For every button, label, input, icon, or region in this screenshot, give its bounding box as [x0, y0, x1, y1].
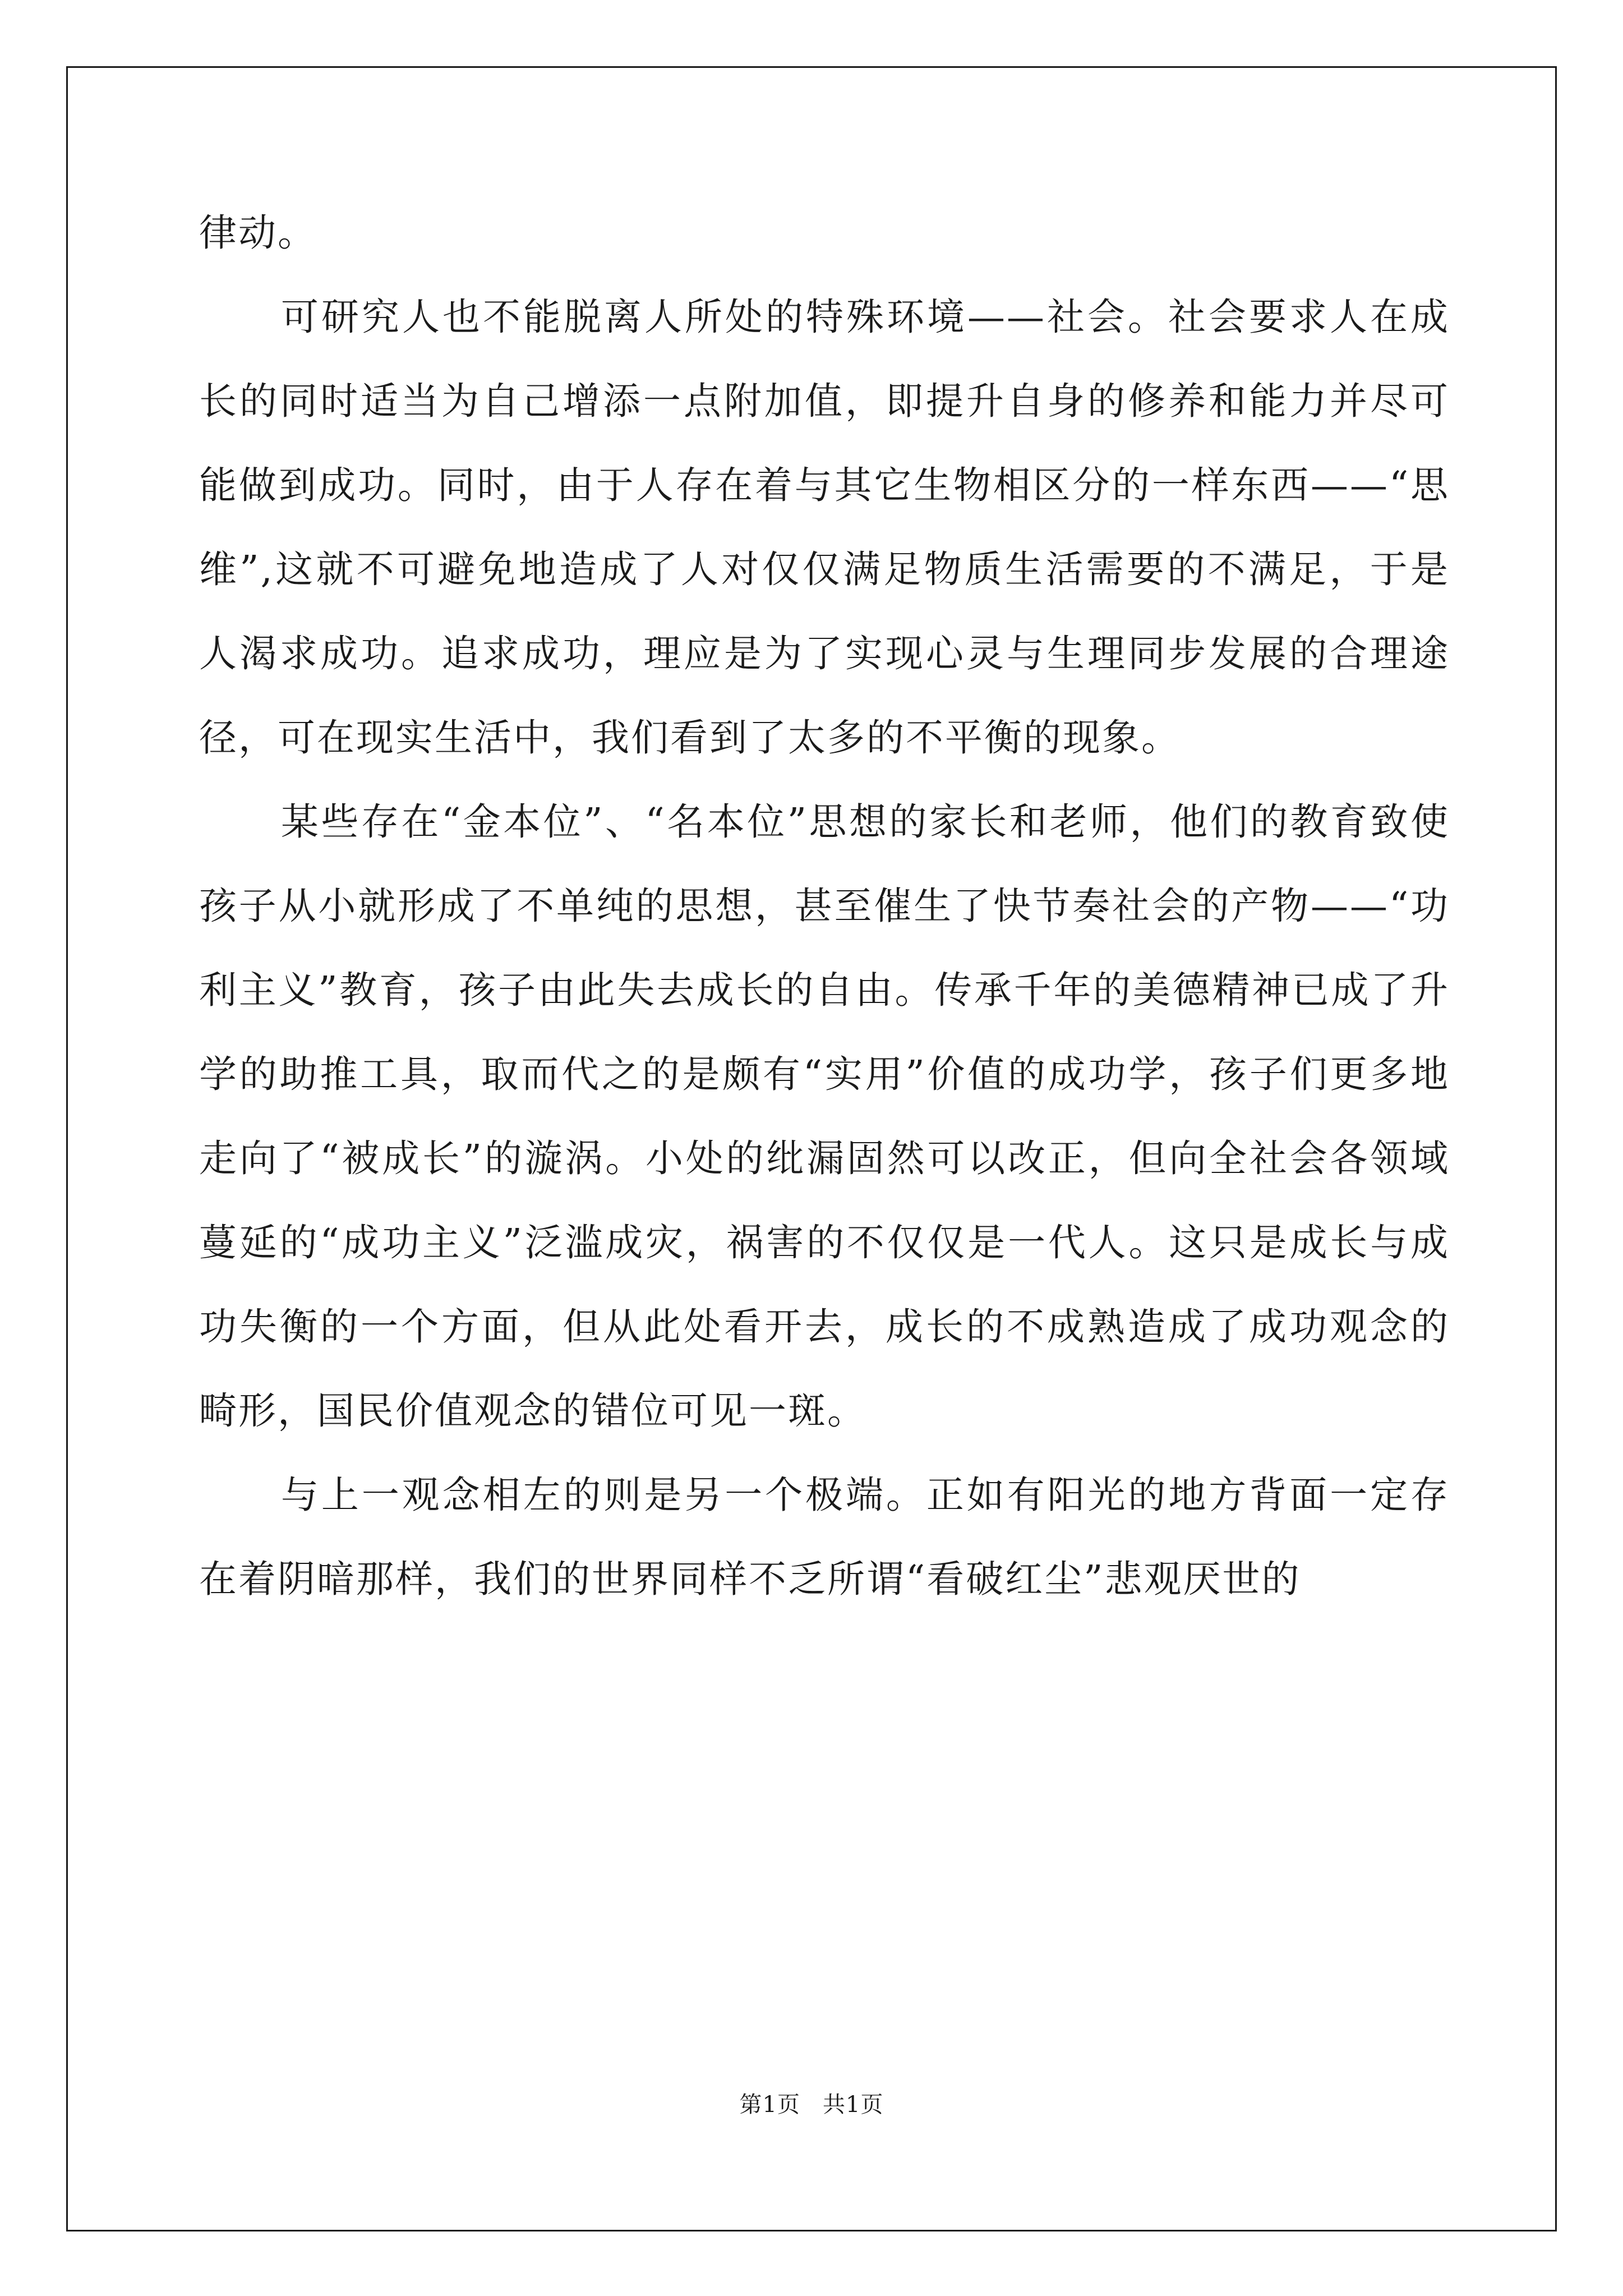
paragraph: 某些存在“金本位”、“名本位”思想的家长和老师，他们的教育致使孩子从小就形成了不单纯的思想，甚至催生了快节奏社会的产物——“功利主义”教育，孩子由此失去成长的自由。传承千年的美德精神已成了升学的助推工具，取而代之的是颇有“实用”价值的成功学，孩子们更多地走向了“被成长”的漩涡。小处的纰漏固然可以改正，但向全社会各领域蔓延的“成功主义”泛滥成灾，祸害的不仅仅是一代人。这只是成长与成功失衡的一个方面，但从此处看开去，成长的不成熟造成了成功观念的畸形，国民价值观念的错位可见一斑。 [199, 800, 1450, 1433]
page-footer [0, 2087, 1623, 2119]
document-body [199, 191, 1450, 1621]
paragraph: 可研究人也不能脱离人所处的特殊环境——社会。社会要求人在成长的同时适当为自己增添一点附加值，即提升自身的修养和能力并尽可能做到成功。同时，由于人存在着与其它生物相区分的一样东西——“思维”,这就不可避免地造成了人对仅仅满足物质生活需要的不满足，于是人渴求成功。追求成功，理应是为了实现心灵与生理同步发展的合理途径，可在现实生活中，我们看到了太多的不平衡的现象。 [199, 295, 1450, 760]
paragraph: 与上一观念相左的则是另一个极端。正如有阳光的地方背面一定存在着阴暗那样，我们的世界同样不乏所谓“看破红尘”悲观厌世的 [199, 1473, 1450, 1601]
paragraph: 律动。 [199, 211, 317, 255]
page-number: 第1页 [739, 2092, 800, 2118]
page-total: 共1页 [823, 2092, 884, 2118]
